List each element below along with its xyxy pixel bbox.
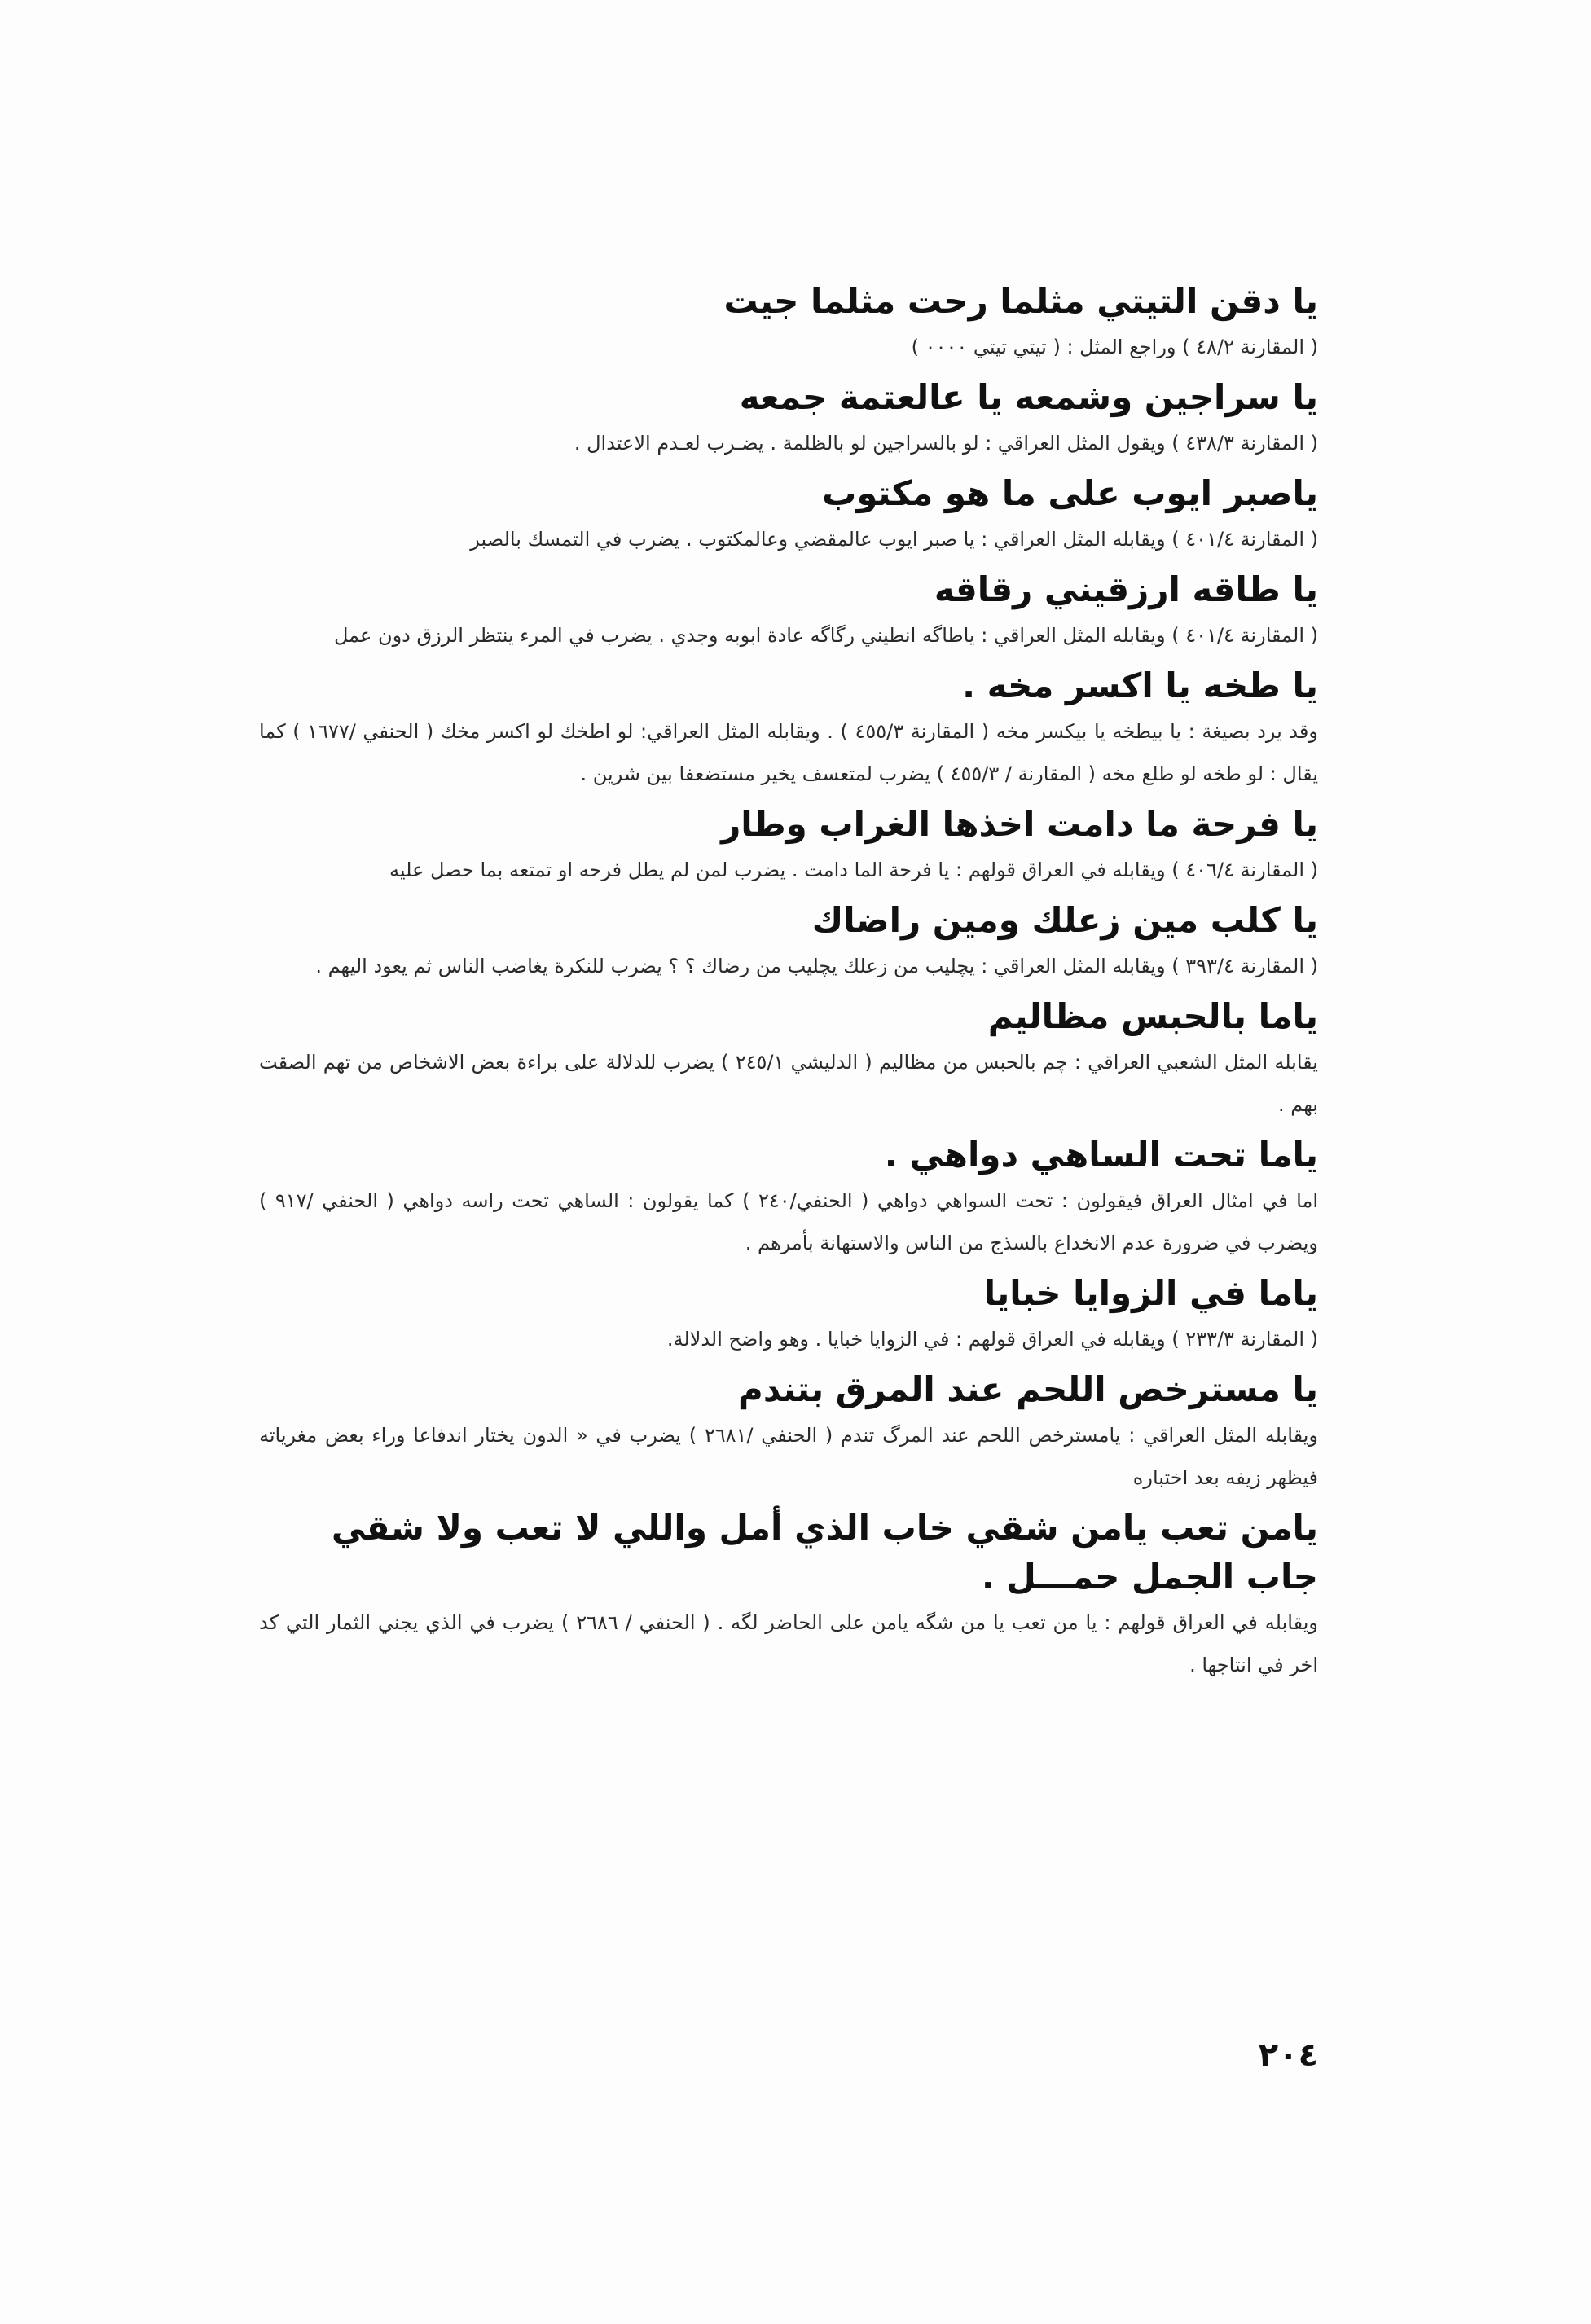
proverb-entry — [259, 277, 1318, 368]
proverb-heading: يا طخه يا اكسر مخه . — [962, 666, 1318, 705]
proverb-entry — [259, 896, 1318, 987]
proverb-entry — [259, 992, 1318, 1126]
proverb-explanation: ( المقارنة ٤٠١/٤ ) ويقابله المثل العراقي : ياطاگه انطيني رگاگه عادة ابوبه وجدي . يضرب في المرء ينتظر الرزق دون عمل — [333, 624, 1318, 647]
proverb-heading: ياصبر ايوب على ما هو مكتوب — [822, 473, 1318, 513]
proverb-explanation: ويقابله في العراق قولهم : يا من تعب يا من شگه يامن على الحاضر لگه . ( الحنفي / ٢٦٨٦ ) يضرب في الذي يجني الثمار التي كد اخر في انتاجها . — [259, 1611, 1318, 1676]
proverb-explanation: ويقابله المثل العراقي : يامسترخص اللحم عند المرگ تندم ( الحنفي /٢٦٨١ ) يضرب في « الدون يختار اندفاعا وراء بعض مغرياته فيظهر زيفه بعد اختباره — [259, 1424, 1319, 1489]
proverb-explanation: ( المقارنة ٤٣٨/٣ ) ويقول المثل العراقي : لو بالسراجين لو بالظلمة . يضـرب لعـدم الاعتدال . — [574, 432, 1318, 455]
proverb-entry — [259, 469, 1318, 560]
proverb-explanation: ( المقارنة ٣٩٣/٤ ) ويقابله المثل العراقي : يچليب من زعلك يچليب من رضاك ؟ ؟ يضرب للنكرة يغاضب الناس ثم يعود اليهم . — [315, 955, 1318, 977]
proverb-heading: يا دقن التيتي مثلما رحت مثلما جيت — [723, 281, 1318, 321]
proverb-entry — [259, 373, 1318, 464]
proverb-entry — [259, 1131, 1318, 1264]
proverb-heading: يا كلب مين زعلك ومين راضاك — [811, 900, 1318, 940]
proverb-heading: ياما في الزوايا خبايا — [983, 1273, 1318, 1313]
proverb-heading: يا سراجين وشمعه يا عالعتمة جمعه — [739, 377, 1318, 417]
proverb-heading: ياما بالحبس مظاليم — [987, 996, 1318, 1036]
proverb-explanation: وقد يرد بصيغة : يا بيطخه يا بيكسر مخه ( المقارنة ٤٥٥/٣ ) . ويقابله المثل العراقي: لو اطخك لو اكسر مخك ( الحنفي /١٦٧٧ ) كما يقال : لو طخه لو طلع مخه ( المقارنة / ٤٥٥/٣ ) يضرب لمتعسف يخير مستضعفا بين شرين . — [259, 720, 1318, 785]
proverb-entry — [259, 1365, 1318, 1499]
proverb-explanation: ( المقارنة ٤٠٦/٤ ) ويقابله في العراق قولهم : يا فرحة الما دامت . يضرب لمن لم يطل فرحه او تمتعه بما حصل عليه — [389, 859, 1318, 881]
proverb-heading: ياما تحت الساهي دواهي . — [884, 1135, 1318, 1175]
proverb-explanation: ( المقارنة ٤٨/٢ ) وراجع المثل : ( تيتي تيتي ٠٠٠٠ ) — [911, 336, 1318, 358]
proverb-entry — [259, 661, 1318, 795]
proverb-entry — [259, 800, 1318, 891]
proverb-heading: يا فرحة ما دامت اخذها الغراب وطار — [721, 804, 1318, 844]
proverb-heading: يا مسترخص اللحم عند المرق بتندم — [738, 1369, 1318, 1409]
proverbs-list — [259, 277, 1318, 1691]
proverb-heading: يا طاقه ارزقيني رقاقه — [934, 569, 1318, 609]
proverb-explanation: ( المقارنة ٤٠١/٤ ) ويقابله المثل العراقي : يا صبر ايوب عالمقضي وعالمكتوب . يضرب في التمسك بالصبر — [470, 528, 1318, 551]
proverb-entry — [259, 565, 1318, 657]
proverb-explanation: اما في امثال العراق فيقولون : تحت السواهي دواهي ( الحنفي/٢٤٠ ) كما يقولون : الساهي تحت راسه دواهي ( الحنفي /٩١٧ ) ويضرب في ضرورة عدم الانخداع بالسذج من الناس والاستهانة بأمرهم . — [259, 1189, 1318, 1254]
proverb-explanation: ( المقارنة ٢٣٣/٣ ) ويقابله في العراق قولهم : في الزوايا خبايا . وهو واضح الدلالة. — [666, 1328, 1318, 1351]
proverb-explanation: يقابله المثل الشعبي العراقي : چم بالحبس من مظاليم ( الدليشي ٢٤٥/١ ) يضرب للدلالة على براءة بعض الاشخاص من تهم الصقت بهم . — [259, 1051, 1318, 1116]
page-number: ٢٠٤ — [1258, 2036, 1318, 2074]
proverb-entry — [259, 1269, 1318, 1360]
proverb-heading: يامن تعب يامن شقي خاب الذي أمل واللي لا تعب ولا شقي جاب الجمل حمـــل . — [331, 1508, 1318, 1597]
proverb-entry — [259, 1504, 1318, 1686]
